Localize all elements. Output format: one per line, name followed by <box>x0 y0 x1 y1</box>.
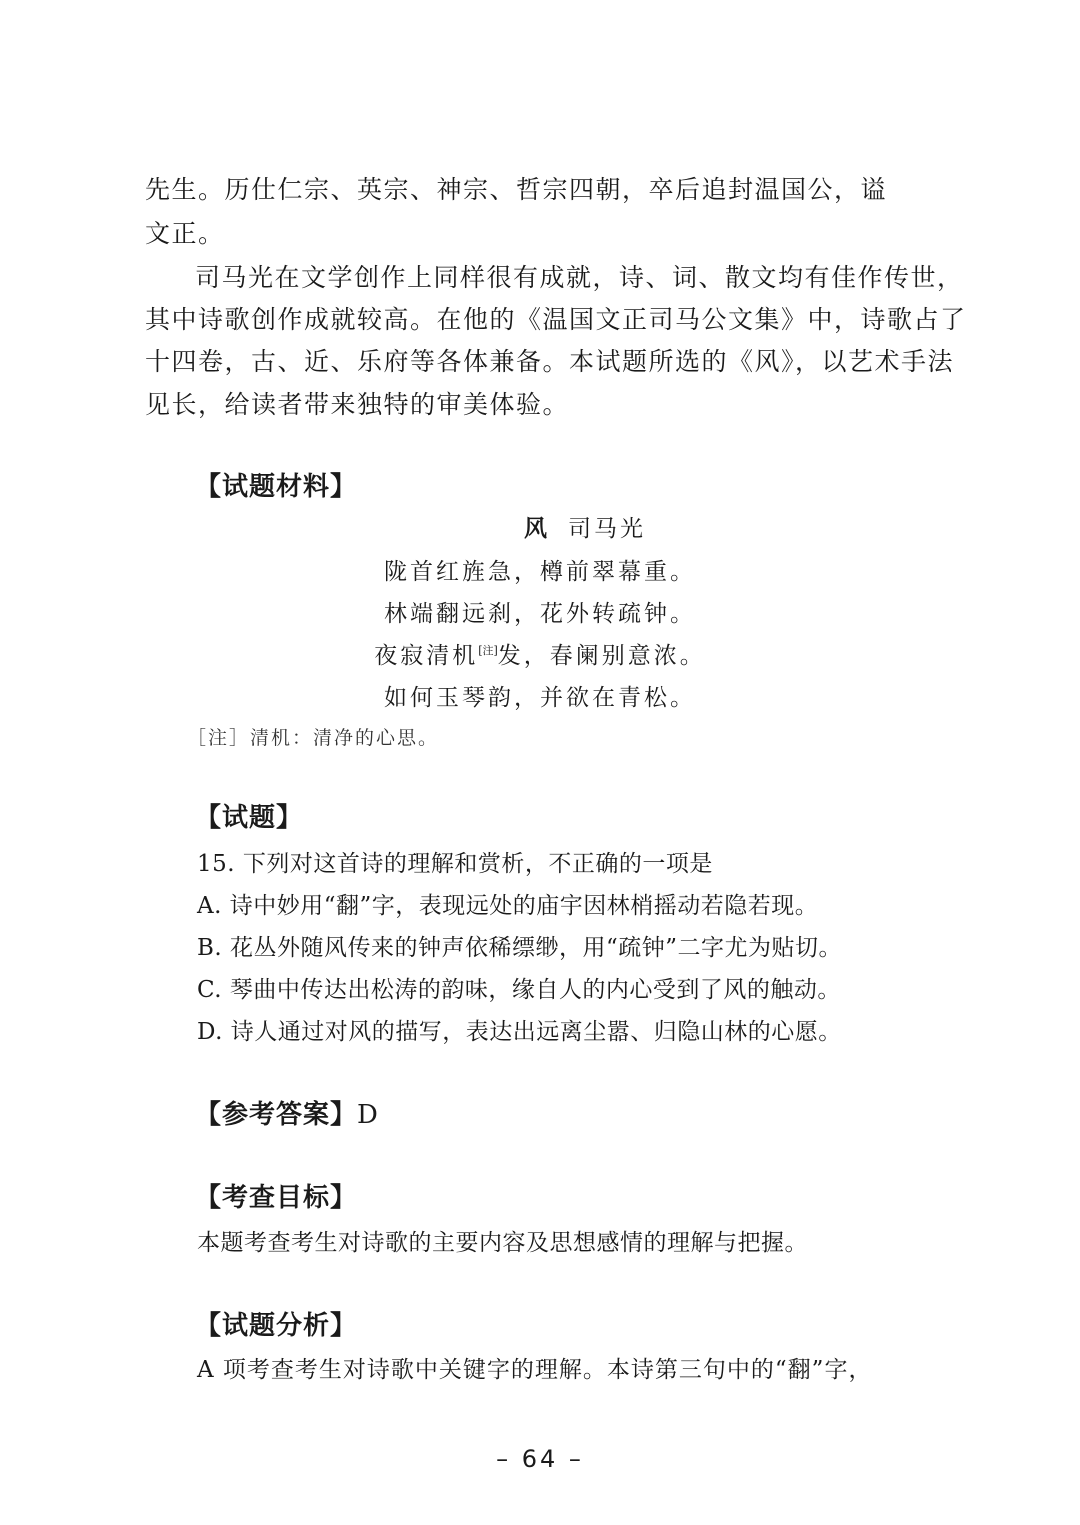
poem-line-3 <box>0 637 1080 670</box>
intro-line-6: 见长，给读者带来独特的审美体验。 <box>145 390 570 419</box>
poem-title-line <box>45 510 1080 543</box>
poem-line-1: 陇首红旌急，樽前翠幕重。 <box>384 559 696 585</box>
intro-line-3: 司马光在文学创作上同样很有成就，诗、词、散文均有佳作传世， <box>195 263 964 292</box>
objective-heading: 【考查目标】 <box>195 1183 358 1213</box>
intro-line-5: 十四卷，古、近、乐府等各体兼备。本试题所选的《风》，以艺术手法 <box>145 347 955 376</box>
poem-line-4: 如何玉琴韵，并欲在青松。 <box>384 685 696 711</box>
question-stem: 15. 下列对这首诗的理解和赏析，不正确的一项是 <box>197 851 713 877</box>
option-b: B. 花丛外随风传来的钟声依稀缥缈，用“疏钟”二字尤为贴切。 <box>197 935 843 961</box>
question-heading: 【试题】 <box>195 803 304 833</box>
intro-line-4: 其中诗歌创作成就较高。在他的《温国文正司马公文集》中，诗歌占了 <box>145 305 967 334</box>
analysis-heading: 【试题分析】 <box>195 1311 358 1341</box>
note-marker: [注] <box>478 644 498 657</box>
material-heading: 【试题材料】 <box>195 472 358 502</box>
analysis-text: A 项考查考生对诗歌中关键字的理解。本诗第三句中的“翻”字， <box>197 1357 873 1383</box>
poem-line-2: 林端翻远刹，花外转疏钟。 <box>384 601 696 627</box>
option-c: C. 琴曲中传达出松涛的韵味，缘自人的内心受到了风的触动。 <box>197 977 841 1003</box>
poem-title: 风 <box>524 516 550 542</box>
poem-author: 司马光 <box>568 516 646 542</box>
answer-value: D <box>357 1100 379 1130</box>
intro-line-1: 先生。历仕仁宗、英宗、神宗、哲宗四朝，卒后追封温国公，谥 <box>145 175 888 204</box>
objective-text: 本题考查考生对诗歌的主要内容及思想感情的理解与把握。 <box>197 1230 808 1256</box>
option-d: D. 诗人通过对风的描写，表达出远离尘嚣、归隐山林的心愿。 <box>197 1019 842 1045</box>
option-a: A. 诗中妙用“翻”字，表现远处的庙宇因林梢摇动若隐若现。 <box>197 893 819 919</box>
footnote: ［注］清机：清净的心思。 <box>187 727 440 749</box>
poem-line-3-part-1: 夜寂清机 <box>374 643 479 669</box>
intro-line-2: 文正。 <box>145 219 225 248</box>
page-number: – 64 – <box>496 1445 584 1473</box>
answer-heading: 【参考答案】 <box>195 1100 358 1130</box>
answer-section <box>195 1094 379 1131</box>
poem-line-3-part-2: 发，春阑别意浓。 <box>497 643 706 669</box>
